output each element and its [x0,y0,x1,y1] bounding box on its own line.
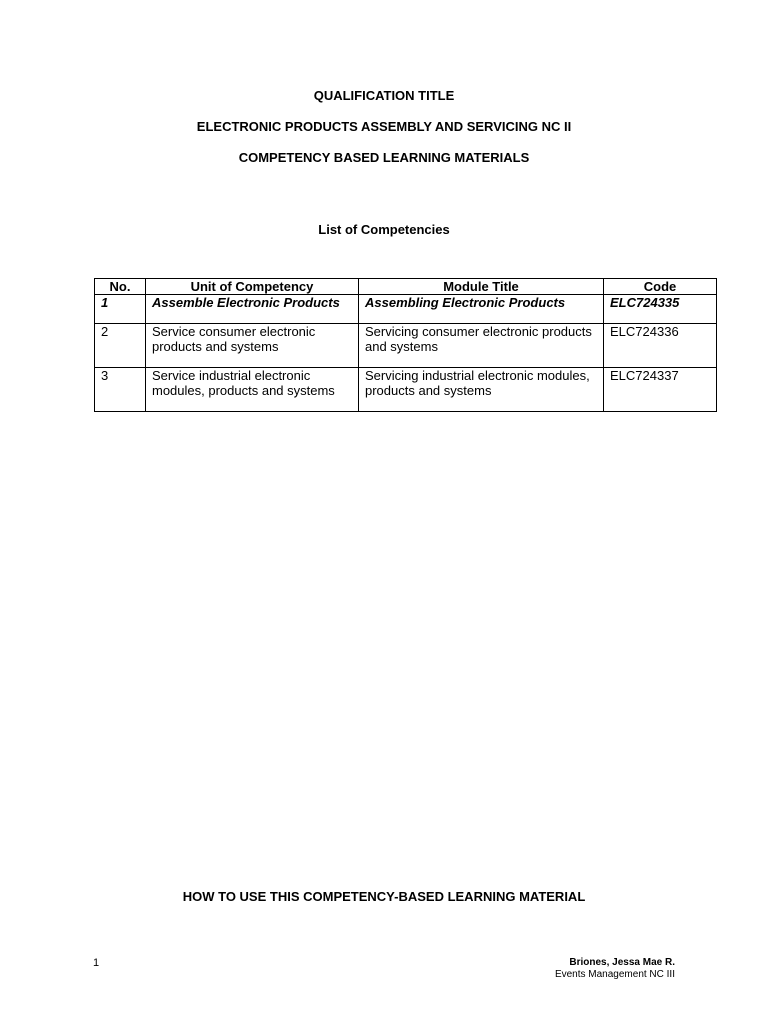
table-header-row [95,279,717,295]
cell-code: ELC724337 [604,368,717,412]
table-row [95,324,717,368]
cell-unit: Service industrial electronic modules, products and systems [146,368,359,412]
table-row [95,368,717,412]
qualification-title: ELECTRONIC PRODUCTS ASSEMBLY AND SERVICING NC II [196,119,572,134]
cell-module: Servicing consumer electronic products and systems [359,324,604,368]
how-to-use-heading: HOW TO USE THIS COMPETENCY-BASED LEARNING MATERIAL [182,889,586,904]
competencies-heading: List of Competencies [318,222,450,237]
cell-module: Assembling Electronic Products [359,295,604,324]
material-type-title: COMPETENCY BASED LEARNING MATERIALS [238,150,530,165]
column-header-code: Code [604,279,717,295]
qualification-label: QUALIFICATION TITLE [313,88,455,103]
cell-code: ELC724336 [604,324,717,368]
cell-unit: Service consumer electronic products and systems [146,324,359,368]
cell-unit: Assemble Electronic Products [146,295,359,324]
cell-no: 3 [95,368,146,412]
cell-module: Servicing industrial electronic modules, products and systems [359,368,604,412]
cell-code: ELC724335 [604,295,717,324]
page-number: 1 [93,957,100,969]
competencies-table [94,278,717,412]
column-header-unit: Unit of Competency [146,279,359,295]
cell-no: 2 [95,324,146,368]
column-header-no: No. [95,279,146,295]
column-header-module: Module Title [359,279,604,295]
footer-course: Events Management NC III [554,969,675,980]
footer-author: Briones, Jessa Mae R. [569,957,675,968]
table-row [95,295,717,324]
cell-no: 1 [95,295,146,324]
